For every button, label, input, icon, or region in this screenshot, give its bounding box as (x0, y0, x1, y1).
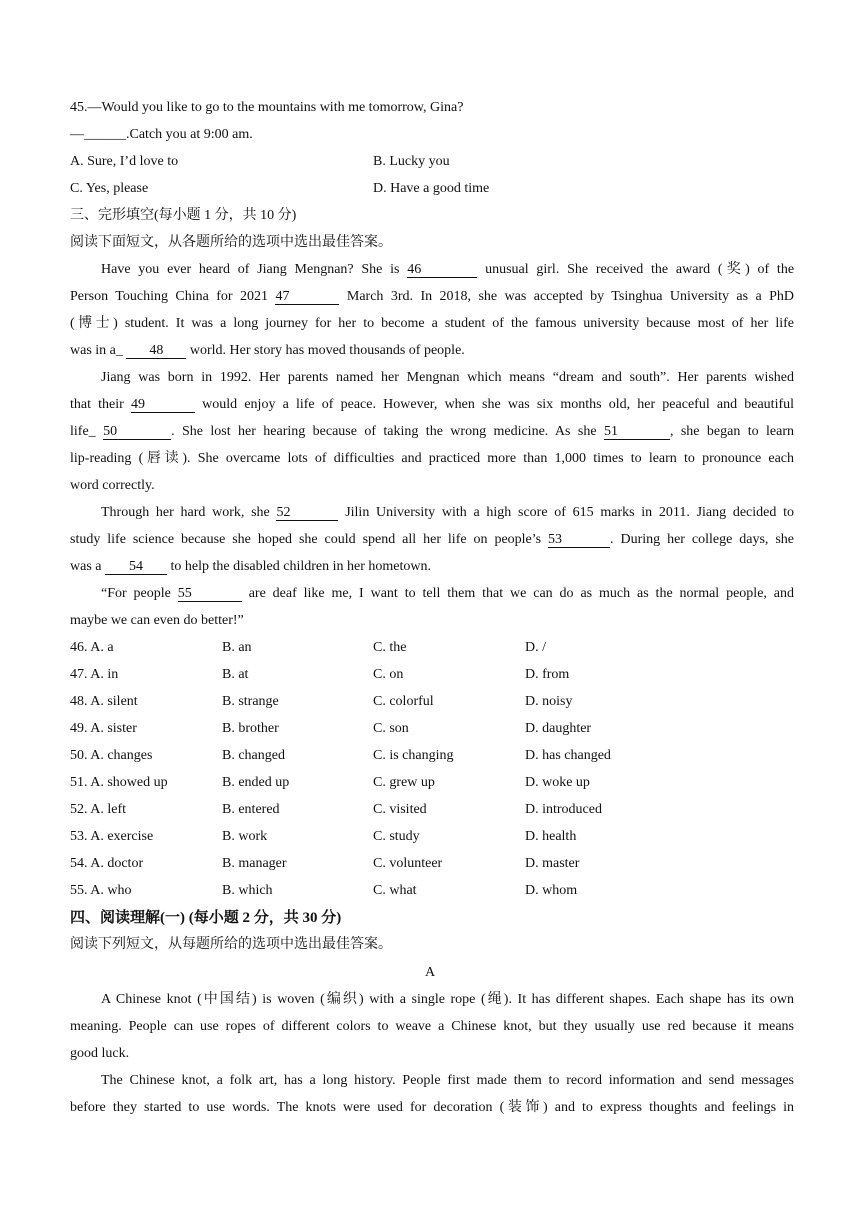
passage-line (70, 530, 794, 550)
q45-stem: 45.—Would you like to go to the mountains with me tomorrow, Gina? (70, 100, 464, 115)
option-47-d: D. from (525, 667, 570, 682)
q45-option-d: D. Have a good time (373, 181, 490, 196)
option-48-d: D. noisy (525, 694, 573, 709)
option-55-c: C. what (373, 883, 417, 898)
passage-line (70, 287, 794, 307)
text: “For people (101, 586, 171, 601)
section3-instruction: 阅读下面短文，从各题所给的选项中选出最佳答案。 (70, 235, 392, 250)
option-54-a: 54. A. doctor (70, 856, 144, 871)
text: , she began to learn (669, 424, 794, 439)
section4-title: 四、阅读理解(一) (每小题 2 分，共 30 分) (70, 910, 342, 926)
option-50-b: B. changed (222, 748, 285, 763)
option-51-a: 51. A. showed up (70, 775, 168, 790)
option-49-b: B. brother (222, 721, 279, 736)
option-46-b: B. an (222, 640, 252, 655)
passage-line (101, 503, 794, 523)
passage-line: before they started to use words. The knots were used for decoration (装饰) and to express thoughts and feelings in (70, 1100, 794, 1115)
answer-suffix: .Catch you at 9:00 am. (126, 127, 253, 142)
option-48-a: 48. A. silent (70, 694, 138, 709)
text: study life science because she hoped she could spend all her life on people’s (70, 532, 542, 547)
option-49-c: C. son (373, 721, 409, 736)
q45-option-a: A. Sure, I’d love to (70, 154, 179, 169)
passage-label: A (424, 965, 436, 980)
passage-line (101, 584, 794, 604)
option-46-c: C. the (373, 640, 407, 655)
option-50-c: C. is changing (373, 748, 454, 763)
text: would enjoy a life of peace. However, when she was six months old, her peaceful and beautiful (202, 397, 795, 412)
option-47-b: B. at (222, 667, 249, 682)
blank-52: 52 (276, 505, 338, 521)
q45-option-c: C. Yes, please (70, 181, 149, 196)
option-49-d: D. daughter (525, 721, 592, 736)
passage-line: (博士) student. It was a long journey for her to become a student of the famous university because most of her life (70, 316, 794, 331)
option-46-a: 46. A. a (70, 640, 114, 655)
passage-line (70, 557, 794, 577)
option-51-d: D. woke up (525, 775, 590, 790)
blank-47: 47 (275, 289, 339, 305)
passage-line (70, 341, 794, 361)
text: was a (70, 559, 102, 574)
blank-54: 54 (105, 559, 167, 575)
text: Person Touching China for 2021 (70, 289, 269, 304)
passage-line (70, 422, 794, 442)
option-48-c: C. colorful (373, 694, 434, 709)
passage-line: lip-reading (唇读). She overcame lots of difficulties and practiced more than 1,000 times to learn to pronounce each (70, 451, 794, 466)
text: March 3rd. In 2018, she was accepted by Tsinghua University as a PhD (346, 289, 795, 304)
blank-53: 53 (548, 532, 610, 548)
option-53-b: B. work (222, 829, 268, 844)
passage-line: meaning. People can use ropes of different colors to weave a Chinese knot, but they usually use red because it means (70, 1019, 794, 1034)
passage-line (101, 260, 794, 280)
answer-blank: ______ (84, 127, 126, 142)
passage-line: word correctly. (70, 478, 155, 493)
blank-55: 55 (178, 586, 242, 602)
option-51-b: B. ended up (222, 775, 290, 790)
option-53-c: C. study (373, 829, 420, 844)
text: unusual girl. She received the award (奖) of the (485, 262, 795, 277)
passage-line: good luck. (70, 1046, 130, 1061)
passage-line: The Chinese knot, a folk art, has a long history. People first made them to record information and send messages (101, 1073, 794, 1088)
option-53-d: D. health (525, 829, 577, 844)
text: . During her college days, she (610, 532, 794, 547)
option-55-b: B. which (222, 883, 273, 898)
q45-option-b: B. Lucky you (373, 154, 450, 169)
passage-line: A Chinese knot (中国结) is woven (编织) with a single rope (绳). It has different shapes. Each shape has its own (101, 992, 794, 1007)
blank-48: 48 (126, 343, 186, 359)
text: . She lost her hearing because of taking the wrong medicine. As she (171, 424, 597, 439)
dash: — (70, 127, 84, 142)
blank-51: 51 (604, 424, 670, 440)
section3-title: 三、完形填空(每小题 1 分，共 10 分) (70, 208, 297, 223)
option-50-a: 50. A. changes (70, 748, 153, 763)
option-52-a: 52. A. left (70, 802, 126, 817)
text: that their (70, 397, 124, 412)
passage-line (70, 395, 794, 415)
option-54-d: D. master (525, 856, 580, 871)
passage-line: Jiang was born in 1992. Her parents named her Mengnan which means “dream and south”. Her parents wished (101, 370, 794, 385)
blank-49: 49 (131, 397, 195, 413)
option-46-d: D. / (525, 640, 546, 655)
option-52-d: D. introduced (525, 802, 602, 817)
text: to help the disabled children in her hometown. (170, 559, 431, 574)
text: Have you ever heard of Jiang Mengnan? She is (101, 262, 400, 277)
option-49-a: 49. A. sister (70, 721, 137, 736)
option-52-b: B. entered (222, 802, 280, 817)
option-51-c: C. grew up (373, 775, 435, 790)
option-53-a: 53. A. exercise (70, 829, 154, 844)
text: life_ (70, 424, 96, 439)
option-50-d: D. has changed (525, 748, 611, 763)
text: was in a_ (70, 343, 123, 358)
option-52-c: C. visited (373, 802, 427, 817)
option-54-b: B. manager (222, 856, 287, 871)
option-47-a: 47. A. in (70, 667, 119, 682)
text: are deaf like me, I want to tell them that we can do as much as the normal people, and (248, 586, 795, 601)
option-55-d: D. whom (525, 883, 578, 898)
blank-46: 46 (407, 262, 477, 278)
option-48-b: B. strange (222, 694, 279, 709)
q45-answer-line (70, 125, 794, 145)
option-54-c: C. volunteer (373, 856, 443, 871)
text: world. Her story has moved thousands of people. (189, 343, 465, 358)
text: Jilin University with a high score of 615 marks in 2011. Jiang decided to (345, 505, 794, 520)
option-47-c: C. on (373, 667, 404, 682)
text: Through her hard work, she (101, 505, 270, 520)
option-55-a: 55. A. who (70, 883, 132, 898)
passage-line: maybe we can even do better!” (70, 613, 244, 628)
blank-50: 50 (103, 424, 171, 440)
section4-instruction: 阅读下列短文，从每题所给的选项中选出最佳答案。 (70, 937, 392, 952)
